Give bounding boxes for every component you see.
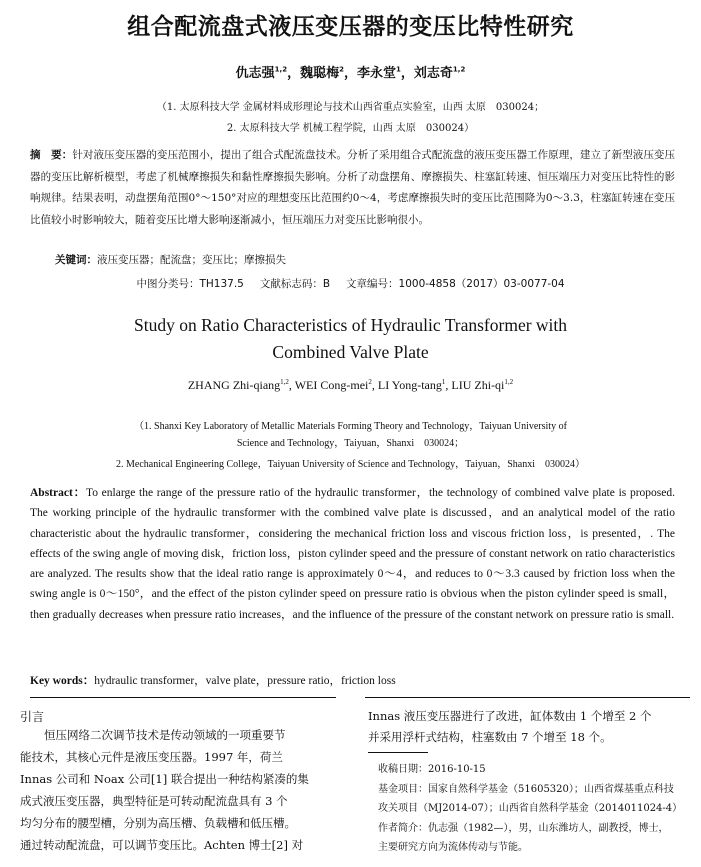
article-number: 文章编号：1000-4858（2017）03-0077-04 <box>346 278 565 290</box>
author-separator: ， <box>287 66 301 81</box>
author-name: WEI Cong-mei <box>294 378 369 392</box>
introduction-heading: 引言 <box>20 710 45 724</box>
english-keywords-label: Key words： <box>30 675 95 687</box>
english-affiliation-1-cont: Science and Technology，Taiyuan，Shanxi 030024； <box>236 438 465 449</box>
chinese-author-list <box>0 62 701 81</box>
separator-right <box>365 697 690 698</box>
body-line: 均匀分布的腰型槽，分别为高压槽、负载槽和低压槽。 <box>20 816 296 830</box>
classification-number: 中图分类号：TH137.5 <box>136 278 244 290</box>
author-separator: , <box>371 378 378 392</box>
footnotes <box>378 760 688 858</box>
body-line: Innas 公司和 Noax 公司[1] 联合提出一种结构紧凑的集 <box>20 772 309 786</box>
english-title-line-1: Study on Ratio Characteristics of Hydraulic Transformer with <box>133 315 568 335</box>
classification-line <box>0 276 701 291</box>
chinese-keywords-label: 关键词： <box>55 254 97 266</box>
author-name: 李永堂 <box>357 66 397 81</box>
english-affiliation-2: 2. Mechanical Engineering College，Taiyuan University of Science and Technology，Taiyuan，Shanxi 030024） <box>116 459 585 470</box>
separator-left <box>30 697 336 698</box>
chinese-title: 组合配流盘式液压变压器的变压比特性研究 <box>127 14 574 40</box>
author-separator: ， <box>400 66 414 81</box>
author-affiliation-mark: 1,2 <box>452 65 466 74</box>
english-keywords-text: hydraulic transformer，valve plate，pressure ratio，friction loss <box>94 675 396 687</box>
author-name: LI Yong-tang <box>377 378 442 392</box>
chinese-affiliation-1: （1. 太原科技大学 金属材料成形理论与技术山西省重点实验室，山西 太原 030024； <box>156 102 545 113</box>
body-line: 能技术，其核心元件是液压变压器。1997 年，荷兰 <box>20 750 283 764</box>
author-affiliation-mark: 2 <box>339 65 344 74</box>
footnote-fund-1: 基金项目：国家自然科学基金（51605320）；山西省煤基重点科技 <box>378 783 674 795</box>
footnote-rule <box>368 752 428 753</box>
chinese-abstract-label: 摘 要： <box>30 149 73 161</box>
english-abstract <box>30 483 675 625</box>
chinese-abstract <box>30 145 675 231</box>
author-name: 仇志强 <box>235 66 275 81</box>
english-author-list <box>0 378 701 393</box>
body-right-column <box>368 706 686 748</box>
english-keywords <box>30 672 396 688</box>
english-abstract-label: Abstract： <box>30 487 86 499</box>
footnote-fund-2: 攻关项目（MJ2014-07）；山西省自然科学基金（2014011024-4） <box>378 803 683 814</box>
author-name: 魏聪梅 <box>300 66 340 81</box>
author-separator: , <box>288 378 295 392</box>
chinese-keywords-text: 液压变压器；配流盘；变压比；摩擦损失 <box>97 254 286 266</box>
document-code: 文献标志码：B <box>259 278 331 290</box>
author-affiliation-mark: 1 <box>396 65 401 74</box>
chinese-affiliation-2: 2. 太原科技大学 机械工程学院，山西 太原 030024） <box>226 123 475 134</box>
english-title-line-2: Combined Valve Plate <box>272 342 429 362</box>
author-separator: ， <box>343 66 357 81</box>
author-separator: , <box>445 378 452 392</box>
author-name: LIU Zhi-qi <box>451 378 505 392</box>
english-title <box>0 312 701 366</box>
body-line: 并采用浮杆式结构，柱塞数由 7 个增至 18 个。 <box>368 730 612 744</box>
body-left-column <box>20 724 342 856</box>
footnote-author-1: 作者简介：仇志强（1982—），男，山东潍坊人，副教授，博士， <box>378 822 669 834</box>
english-affiliation-1: （1. Shanxi Key Laboratory of Metallic Materials Forming Theory and Technology，Taiyuan University of <box>134 421 567 432</box>
footnote-received: 收稿日期：2016-10-15 <box>378 764 486 775</box>
body-line: 成式液压变压器，典型特征是可转动配流盘具有 3 个 <box>20 794 288 808</box>
author-affiliation-mark: 1,2 <box>504 378 514 386</box>
author-name: 刘志奇 <box>413 66 453 81</box>
body-line: 恒压网络二次调节技术是传动领域的一项重要节 <box>44 728 286 742</box>
chinese-keywords <box>55 252 286 267</box>
chinese-abstract-text: 针对液压变压器的变压范围小，提出了组合式配流盘技术。分析了采用组合式配流盘的液压变压器工作原理，建立了新型液压变压器的变压比解析模型，考虑了机械摩擦损失和黏性摩擦损失影响。分析了动盘摆角、摩擦损失、柱塞缸转速、恒压端压力对变压比特性的影响规律。结果表明，动盘摆角范围0°～150°对应的理想变压比范围约0～4，考虑摩擦损失时的变压比范围降为0～3.3，柱塞缸转速在变压比值较小时影响较大，随着变压比增大影响逐渐减小，恒压端压力对变压比影响很小。 <box>30 149 676 226</box>
footnote-author-2: 主要研究方向为流体传动与节能。 <box>378 842 528 853</box>
author-affiliation-mark: 1,2 <box>280 378 289 386</box>
body-line: Innas 液压变压器进行了改进，缸体数由 1 个增至 2 个 <box>368 709 652 723</box>
author-affiliation-mark: 1 <box>441 378 446 386</box>
body-line: 通过转动配流盘，可以调节变压比。Achten 博士[2] 对 <box>20 838 304 852</box>
author-name: ZHANG Zhi-qiang <box>187 378 281 392</box>
author-affiliation-mark: 2 <box>368 378 372 386</box>
english-abstract-text: To enlarge the range of the pressure ratio of the hydraulic transformer，the technology of combined valve plate is proposed. The working principle of the hydraulic transformer with the combined valve plate is discussed，and an analytical model of the ratio characteristic about the hydraulic transformer，considering the mechanical friction loss and viscous friction loss，is presented，. The effects of the swing angle of moving disk，friction loss，piston cylinder speed and the pressure of constant network on ratio characteristics are analyzed. The results show that the ideal ratio range is approximately 0～4，and reduces to 0～3.3 caused by friction loss when the swing angle is 0～150°，and the effect of the piston cylinder speed on pressure ratio is obvious when the piston cylinder speed is small，then gradually decreases when pressure ratio increases，and the influence of the pressure of the constant network on pressure ratio is small. <box>30 487 675 621</box>
author-affiliation-mark: 1,2 <box>274 65 288 74</box>
